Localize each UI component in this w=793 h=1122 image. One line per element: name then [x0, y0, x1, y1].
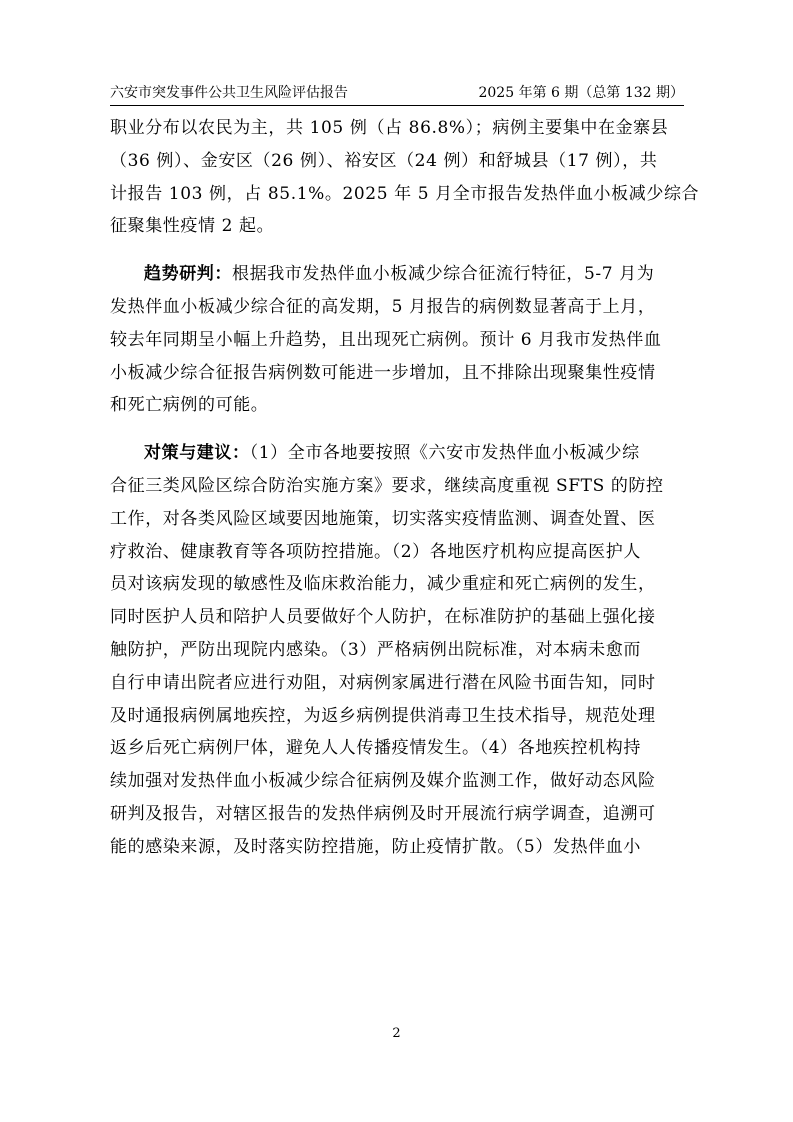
- text-line: 较去年同期呈小幅上升趋势，且出现死亡病例。预计 6 月我市发热伴血: [110, 329, 662, 350]
- text-line: [110, 258, 690, 291]
- text-line: 计报告 103 例，占 85.1%。2025 年 5 月全市报告发热伴血小板减少综合: [110, 183, 700, 204]
- text-line: （36 例）、金安区（26 例）、裕安区（24 例）和舒城县（17 例），共: [110, 150, 658, 171]
- paragraph-distribution: [110, 112, 700, 243]
- running-header: [110, 84, 684, 106]
- text-line: 职业分布以农民为主，共 105 例（占 86.8%）；病例主要集中在金寨县: [110, 118, 669, 138]
- text-line: 续加强对发热伴血小板减少综合征病例及媒介监测工作，做好动态风险: [110, 771, 656, 792]
- paragraph-spacer: [110, 243, 690, 258]
- paragraph-countermeasures: [110, 437, 690, 863]
- text-line: 发热伴血小板减少综合征的高发期，5 月报告的病例数显著高于上月，: [110, 296, 656, 317]
- body-text: [110, 112, 700, 864]
- text-line: 员对该病发现的敏感性及临床救治能力，减少重症和死亡病例的发生，: [110, 574, 656, 595]
- text-segment: （1）全市各地要按照《六安市发热伴血小板减少综: [249, 443, 640, 464]
- trend-analysis-heading: 趋势研判：: [144, 264, 232, 285]
- text-line: 能的感染来源，及时落实防控措施，防止疫情扩散。（5）发热伴血小: [110, 836, 641, 857]
- text-line: 及时通报病例属地疾控，为返乡病例提供消毒卫生技术指导，规范处理: [110, 705, 656, 726]
- page-number: 2: [392, 1026, 401, 1041]
- header-report-title: 六安市突发事件公共卫生风险评估报告: [110, 85, 348, 101]
- text-line: 自行申请出院者应进行劝阻，对病例家属进行潜在风险书面告知，同时: [110, 672, 656, 693]
- text-line: 工作，对各类风险区域要因地施策，切实落实疫情监测、调查处置、医: [110, 508, 656, 529]
- countermeasures-heading: 对策与建议：: [144, 443, 250, 464]
- text-line: 触防护，严防出现院内感染。（3）严格病例出院标准，对本病未愈而: [110, 639, 641, 660]
- text-line: 研判及报告，对辖区报告的发热伴病例及时开展流行病学调查，追溯可: [110, 803, 656, 824]
- text-line: 征聚集性疫情 2 起。: [110, 216, 275, 237]
- paragraph-trend-analysis: [110, 258, 690, 422]
- text-segment: 根据我市发热伴血小板减少综合征流行特征，5-7 月为: [232, 264, 655, 285]
- text-line: 合征三类风险区综合防治实施方案》要求，继续高度重视 SFTS 的防控: [110, 475, 664, 496]
- text-line: 同时医护人员和陪护人员要做好个人防护，在标准防护的基础上强化接: [110, 607, 656, 628]
- text-line: 疗救治、健康教育等各项防控措施。（2）各地医疗机构应提高医护人: [110, 541, 641, 562]
- paragraph-spacer: [110, 422, 690, 437]
- text-line: [110, 437, 690, 470]
- header-issue-number: 2025 年第 6 期（总第 132 期）: [478, 85, 684, 101]
- text-line: 小板减少综合征报告病例数可能进一步增加，且不排除出现聚集性疫情: [110, 362, 656, 383]
- text-line: 返乡后死亡病例尸体，避免人人传播疫情发生。（4）各地疾控机构持: [110, 738, 641, 759]
- text-line: 和死亡病例的可能。: [110, 395, 269, 416]
